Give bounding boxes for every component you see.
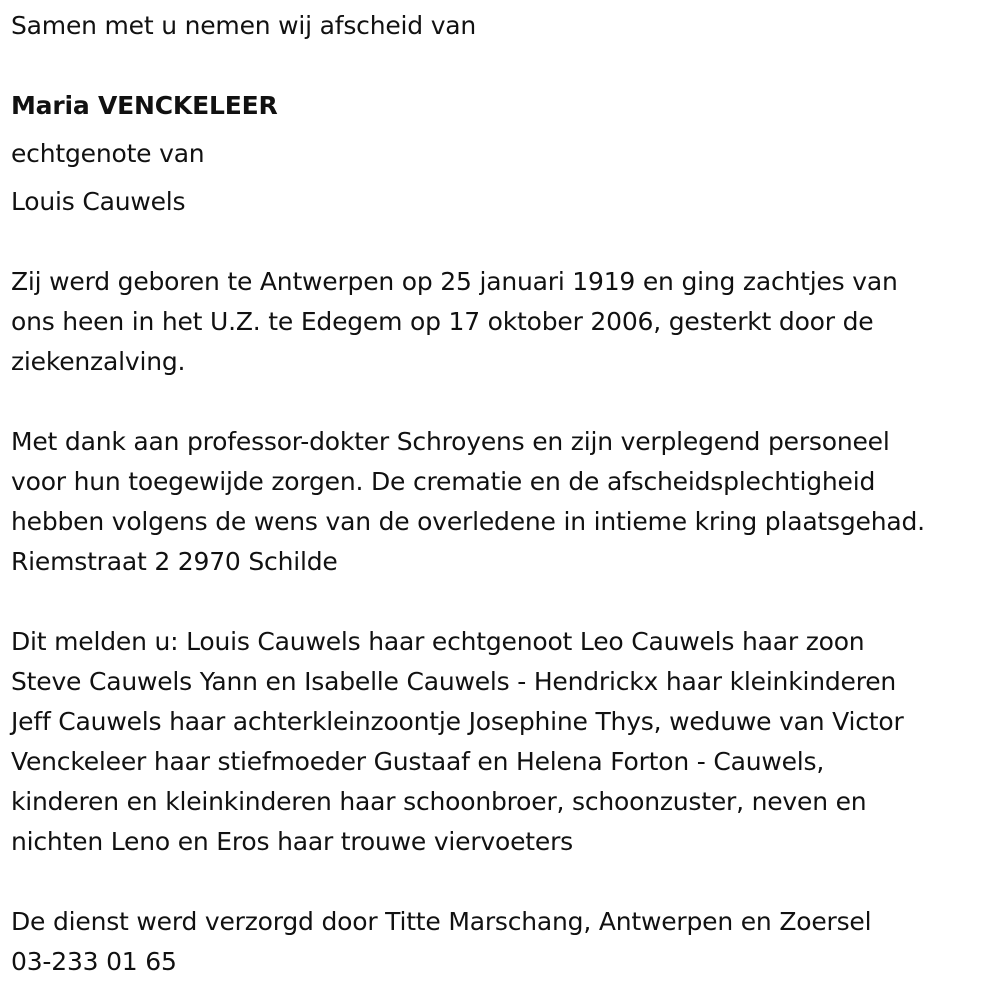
address-line: Riemstraat 2 2970 Schilde xyxy=(11,547,338,576)
paragraph-line: kinderen en kleinkinderen haar schoonbroer, schoonzuster, neven en xyxy=(11,787,867,816)
paragraph-line: Jeff Cauwels haar achterkleinzoontje Josephine Thys, weduwe van Victor xyxy=(11,707,904,736)
paragraph-line: ziekenzalving. xyxy=(11,347,186,376)
paragraph-line: Met dank aan professor-dokter Schroyens en zijn verplegend personeel xyxy=(11,427,890,456)
thanks-paragraph xyxy=(11,422,996,582)
phone-number: 03-233 01 65 xyxy=(11,947,177,976)
paragraph-line: Venckeleer haar stiefmoeder Gustaaf en Helena Forton - Cauwels, xyxy=(11,747,825,776)
family-paragraph xyxy=(11,622,996,862)
spouse-name: Louis Cauwels xyxy=(11,187,186,216)
obituary-notice xyxy=(11,0,996,982)
paragraph-line: Steve Cauwels Yann en Isabelle Cauwels - Hendrickx haar kleinkinderen xyxy=(11,667,897,696)
paragraph-line: nichten Leno en Eros haar trouwe viervoeters xyxy=(11,827,573,856)
paragraph-line: ons heen in het U.Z. te Edegem op 17 oktober 2006, gesterkt door de xyxy=(11,307,874,336)
paragraph-line: Zij werd geboren te Antwerpen op 25 januari 1919 en ging zachtjes van xyxy=(11,267,898,296)
intro-text: Samen met u nemen wij afscheid van xyxy=(11,11,477,40)
paragraph-line: Dit melden u: Louis Cauwels haar echtgenoot Leo Cauwels haar zoon xyxy=(11,627,865,656)
relation-text: echtgenote van xyxy=(11,139,205,168)
funeral-director-line: De dienst werd verzorgd door Titte Marschang, Antwerpen en Zoersel xyxy=(11,907,872,936)
birth-paragraph xyxy=(11,262,996,382)
service-paragraph xyxy=(11,902,996,982)
deceased-name: Maria VENCKELEER xyxy=(11,91,278,120)
paragraph-line: hebben volgens de wens van de overledene in intieme kring plaatsgehad. xyxy=(11,507,925,536)
paragraph-line: voor hun toegewijde zorgen. De crematie en de afscheidsplechtigheid xyxy=(11,467,876,496)
